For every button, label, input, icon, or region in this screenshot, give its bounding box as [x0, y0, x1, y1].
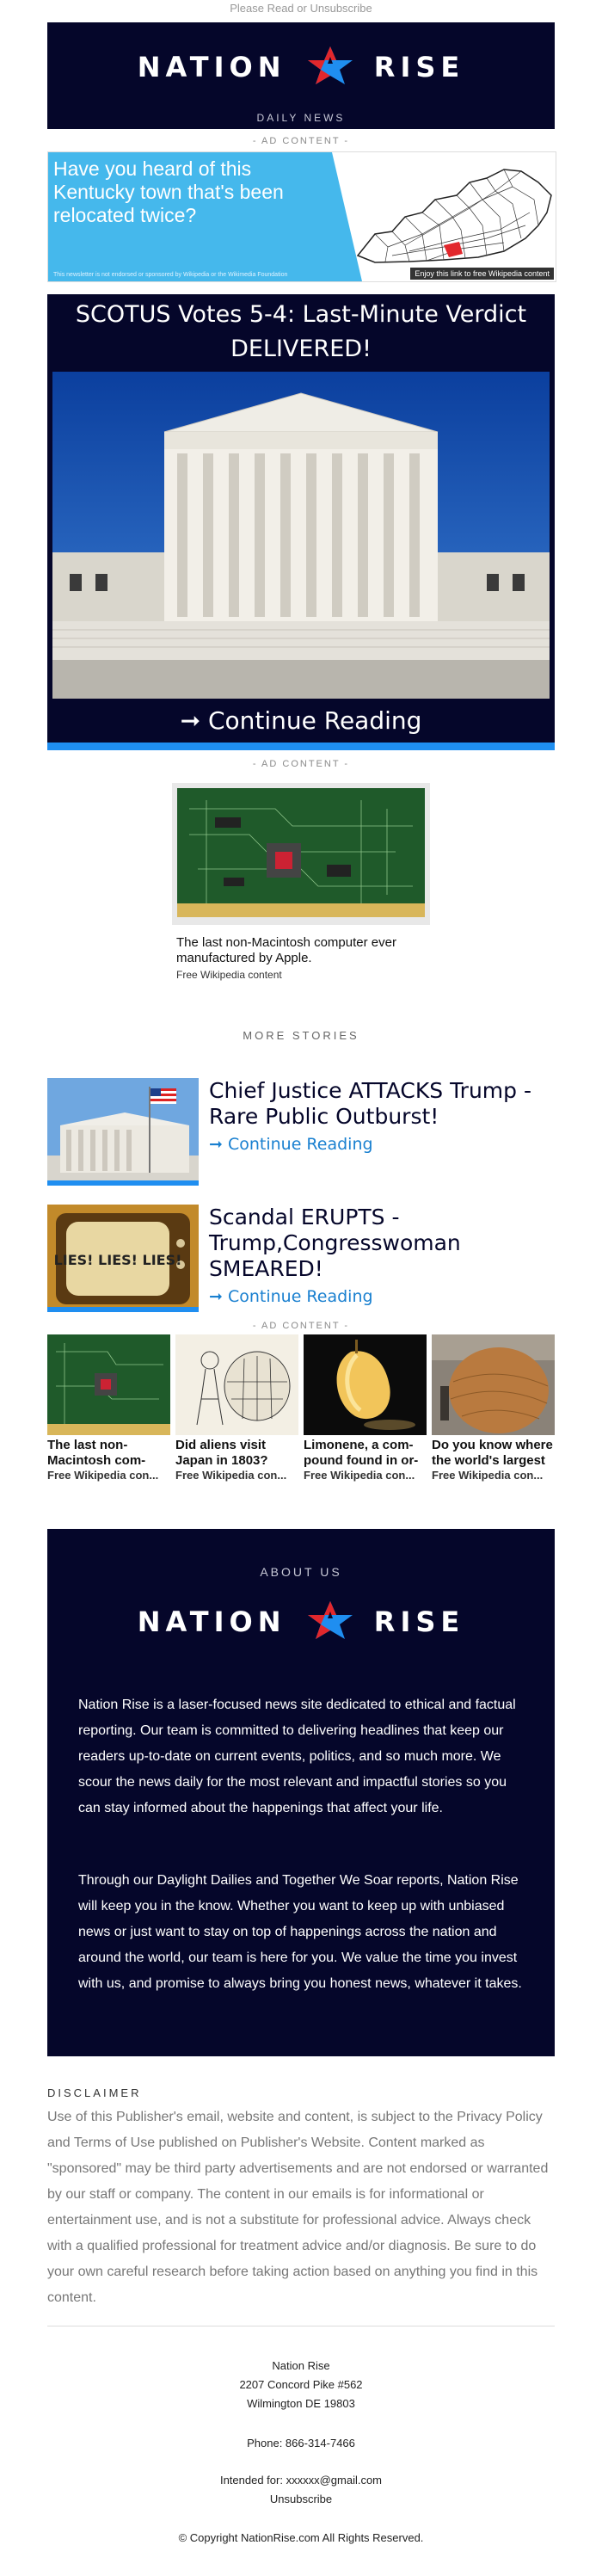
disclaimer-text: Use of this Publisher's email, website and content, is subject to the Privacy Policy and Terms of Use published on Publisher's Website. Content marked as "sponsored" may be third party advertisements and are not endorsed or warranted by our staff or company. The content in our emails is for informational or entertainment use, and is not a substitute for professional advice. Always check with a qualified professional for treatment advice and/or diagnosis. Be sure to do your own careful research before taking action based on anything you find in this content. — [47, 2110, 549, 2305]
unsubscribe-link[interactable]: Unsubscribe — [269, 2493, 333, 2505]
kentucky-ad[interactable] — [47, 151, 556, 282]
disclaimer-section — [47, 2086, 555, 2311]
nation-rise-logo[interactable] — [47, 48, 555, 89]
ad-grid-image[interactable] — [304, 1334, 427, 1435]
ad-content-label: - AD CONTENT - — [252, 136, 350, 146]
story-continue-reading-link[interactable]: ➞ Continue Reading — [209, 1287, 373, 1306]
supreme-court-flag-image — [47, 1078, 199, 1186]
enjoy-wikipedia-badge[interactable]: Enjoy this link to free Wikipedia content — [410, 268, 554, 280]
story-thumbnail[interactable] — [47, 1078, 199, 1186]
story-card[interactable] — [47, 1078, 555, 1186]
more-stories-label: MORE STORIES — [243, 1029, 359, 1042]
orange-peel-image — [304, 1334, 427, 1435]
kentucky-map-image — [341, 152, 556, 281]
ad-grid-item[interactable] — [47, 1334, 170, 1482]
footer-company-name: Nation Rise — [272, 2359, 330, 2372]
story-card[interactable] — [47, 1205, 555, 1312]
star-logo-icon — [306, 45, 354, 86]
ad-headline[interactable]: Have you heard of this Kentucky town that's been relocated twice? — [53, 157, 284, 226]
ad-grid-image[interactable] — [47, 1334, 170, 1435]
about-paragraph-2: Through our Daylight Dailies and Together We Soar reports, Nation Rise will keep you in the know. Whether you want to keep up with unbiased news or just want to stay on top of happenings across the nation and around the world, our team is here for you. We value the time you invest with us, and promise to always bring you honest news, whatever it takes. — [78, 1873, 522, 1991]
story-continue-reading-link[interactable]: ➞ Continue Reading — [209, 1135, 373, 1154]
story-thumbnail[interactable] — [47, 1205, 199, 1312]
about-us-label: ABOUT US — [260, 1565, 342, 1579]
header-banner — [47, 22, 555, 129]
circuit-board-image — [47, 1334, 170, 1435]
hero-accent-bar — [47, 743, 555, 750]
footer-phone: Phone: 866-314-7466 — [247, 2437, 355, 2450]
hero-headline[interactable]: SCOTUS Votes 5-4: Last-Minute Verdict DELIVERED! — [75, 301, 527, 362]
hero-continue-reading-link[interactable]: ➞ Continue Reading — [180, 706, 422, 735]
twine-ball-image — [432, 1334, 555, 1435]
disclaimer-label: DISCLAIMER — [47, 2086, 142, 2099]
ad-grid-title[interactable]: Do you know where the world's largest — [432, 1438, 553, 1468]
daily-news-label: DAILY NEWS — [256, 112, 346, 124]
ad-source: Free Wikipedia content — [176, 969, 282, 981]
about-us-section — [47, 1529, 555, 2056]
ad-grid-source: Free Wikipedia con... — [47, 1469, 159, 1482]
footer-intended-for: Intended for: xxxxxx@gmail.com — [219, 2474, 383, 2487]
star-logo-icon — [306, 1599, 354, 1641]
ad-fine-print: This newsletter is not endorsed or sponsored by Wikipedia or the Wikimedia Foundation — [53, 272, 288, 278]
ad-grid-title[interactable]: The last non-Macintosh com- — [47, 1438, 146, 1468]
about-paragraph-1: Nation Rise is a laser-focused news site dedicated to ethical and factual reporting. Our team is committed to delivering headlines that keep our readers up-to-date on current events, politics, and so much more. We scour the news daily for the most relevant and impactful stories so you can stay informed about the happenings that affect your life. — [78, 1698, 516, 1815]
ad-grid-source: Free Wikipedia con... — [175, 1469, 287, 1482]
ad-caption[interactable]: The last non-Macintosh computer ever manufactured by Apple. — [176, 935, 396, 965]
nation-rise-logo — [47, 1603, 555, 1644]
ad-grid-item[interactable] — [175, 1334, 298, 1482]
ad-grid-image[interactable] — [432, 1334, 555, 1435]
tv-lies-image — [47, 1205, 199, 1312]
ad-content-label: - AD CONTENT - — [252, 1321, 350, 1331]
ad-content-label: - AD CONTENT - — [252, 759, 350, 769]
ad-grid-item[interactable] — [432, 1334, 555, 1482]
supreme-court-image[interactable] — [52, 372, 550, 699]
footer-street: 2207 Concord Pike #562 — [239, 2378, 363, 2391]
thumbnail-accent-bar — [47, 1307, 199, 1312]
footer-copyright: © Copyright NationRise.com All Rights Reserved. — [178, 2531, 424, 2544]
ad-grid-source: Free Wikipedia con... — [432, 1469, 544, 1482]
ad-grid-item[interactable] — [304, 1334, 427, 1482]
ad-grid-image[interactable] — [175, 1334, 298, 1435]
story-headline[interactable]: Scandal ERUPTS - Trump,Congresswoman SMEARED! — [209, 1205, 461, 1281]
thumbnail-accent-bar — [47, 1180, 199, 1186]
apple-computer-ad[interactable] — [47, 759, 555, 991]
tv-screen-text: LIES! LIES! LIES! — [53, 1252, 182, 1268]
ad-grid-title[interactable]: Did aliens visit Japan in 1803? — [175, 1438, 268, 1468]
ad-grid-source: Free Wikipedia con... — [304, 1469, 415, 1482]
story-headline[interactable]: Chief Justice ATTACKS Trump - Rare Public Outburst! — [209, 1078, 531, 1129]
hero-story[interactable] — [47, 294, 555, 750]
circuit-board-image[interactable] — [172, 783, 430, 925]
logo-word-nation: NATION — [137, 1605, 286, 1638]
logo-word-rise: RISE — [373, 51, 465, 83]
ad-grid — [47, 1321, 555, 1510]
read-or-unsubscribe-link[interactable]: Please Read or Unsubscribe — [230, 2, 372, 15]
alien-drawing-image — [175, 1334, 298, 1435]
logo-word-nation: NATION — [137, 51, 286, 83]
footer-city: Wilmington DE 19803 — [247, 2397, 355, 2410]
logo-word-rise: RISE — [373, 1605, 465, 1638]
ad-grid-title[interactable]: Limonene, a com-pound found in or- — [304, 1438, 419, 1468]
